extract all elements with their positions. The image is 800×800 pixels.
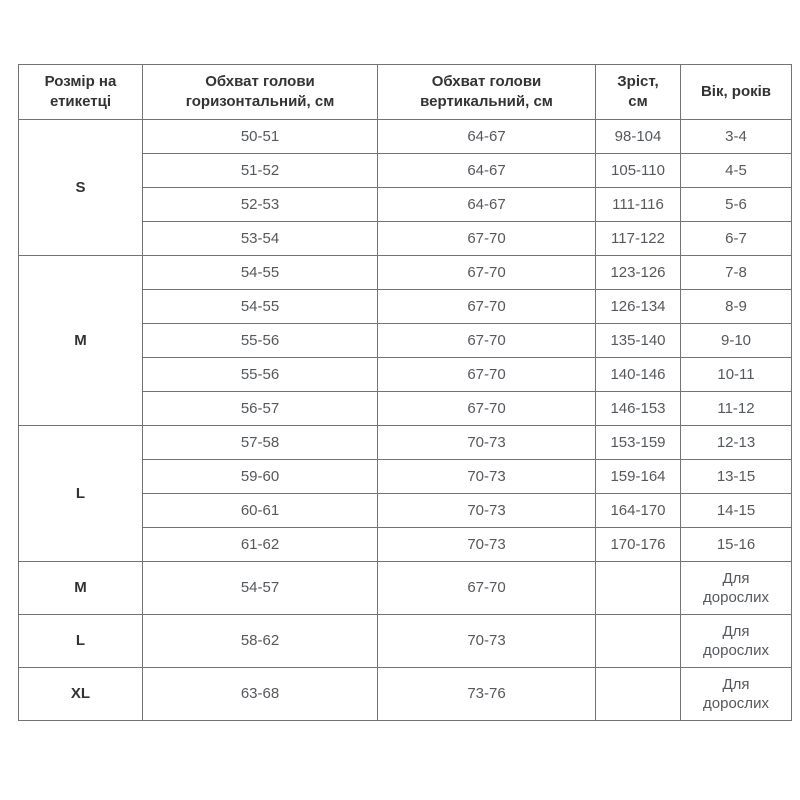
table-cell: 8-9 [681,290,792,324]
table-cell: 70-73 [378,494,596,528]
table-body [19,120,792,721]
table-cell: 70-73 [378,615,596,668]
table-cell: Для дорослих [681,615,792,668]
table-cell: 56-57 [143,392,378,426]
table-cell: 60-61 [143,494,378,528]
table-cell: 54-55 [143,256,378,290]
table-cell: 67-70 [378,324,596,358]
table-cell: 12-13 [681,426,792,460]
table-row-adult [19,562,792,615]
header-size-label: Розмір на етикетці [19,65,143,120]
table-cell: 55-56 [143,358,378,392]
table-cell: 6-7 [681,222,792,256]
table-cell: 70-73 [378,426,596,460]
table-cell: 15-16 [681,528,792,562]
table-cell: 51-52 [143,154,378,188]
table-cell: 73-76 [378,668,596,721]
header-head-vertical: Обхват голови вертикальний, см [378,65,596,120]
header-head-horizontal: Обхват голови горизонтальний, см [143,65,378,120]
table-row-adult [19,615,792,668]
table-cell: 52-53 [143,188,378,222]
table-cell: 67-70 [378,562,596,615]
table-cell: 11-12 [681,392,792,426]
table-row [19,426,792,460]
table-cell: 14-15 [681,494,792,528]
table-cell: 3-4 [681,120,792,154]
size-group-label: S [19,120,143,256]
table-cell: 117-122 [596,222,681,256]
table-cell: 135-140 [596,324,681,358]
table-cell: 67-70 [378,256,596,290]
table-cell: 146-153 [596,392,681,426]
table-cell: 63-68 [143,668,378,721]
table-row [19,256,792,290]
table-row-adult [19,668,792,721]
table-cell [596,562,681,615]
table-cell: 123-126 [596,256,681,290]
header-row [19,65,792,120]
table-cell [596,668,681,721]
table-cell [596,615,681,668]
table-cell: 13-15 [681,460,792,494]
table-cell: 9-10 [681,324,792,358]
table-cell: 64-67 [378,154,596,188]
table-cell: 153-159 [596,426,681,460]
table-cell: 67-70 [378,222,596,256]
table-cell: 53-54 [143,222,378,256]
header-age: Вік, років [681,65,792,120]
table-cell: 54-57 [143,562,378,615]
size-group-label: M [19,256,143,426]
table-cell: Для дорослих [681,562,792,615]
table-cell: 67-70 [378,358,596,392]
table-cell: 98-104 [596,120,681,154]
table-cell: 170-176 [596,528,681,562]
table-cell: 58-62 [143,615,378,668]
table-cell: 10-11 [681,358,792,392]
table-cell: 57-58 [143,426,378,460]
table-cell: 159-164 [596,460,681,494]
table-cell: 64-67 [378,188,596,222]
table-cell: 105-110 [596,154,681,188]
table-cell: 70-73 [378,460,596,494]
table-cell: 55-56 [143,324,378,358]
table-cell: 5-6 [681,188,792,222]
size-group-label: L [19,426,143,562]
header-height: Зріст, см [596,65,681,120]
table-cell: 111-116 [596,188,681,222]
size-chart-container [18,64,792,721]
table-cell: 4-5 [681,154,792,188]
table-cell: 164-170 [596,494,681,528]
table-cell: 61-62 [143,528,378,562]
table-cell: 64-67 [378,120,596,154]
size-group-label: XL [19,668,143,721]
table-cell: 67-70 [378,392,596,426]
size-group-label: M [19,562,143,615]
table-header [19,65,792,120]
size-chart-table [18,64,792,721]
table-cell: 50-51 [143,120,378,154]
table-cell: 140-146 [596,358,681,392]
table-cell: 67-70 [378,290,596,324]
table-cell: 7-8 [681,256,792,290]
table-cell: Для дорослих [681,668,792,721]
table-cell: 59-60 [143,460,378,494]
table-row [19,120,792,154]
table-cell: 126-134 [596,290,681,324]
table-cell: 70-73 [378,528,596,562]
size-group-label: L [19,615,143,668]
table-cell: 54-55 [143,290,378,324]
